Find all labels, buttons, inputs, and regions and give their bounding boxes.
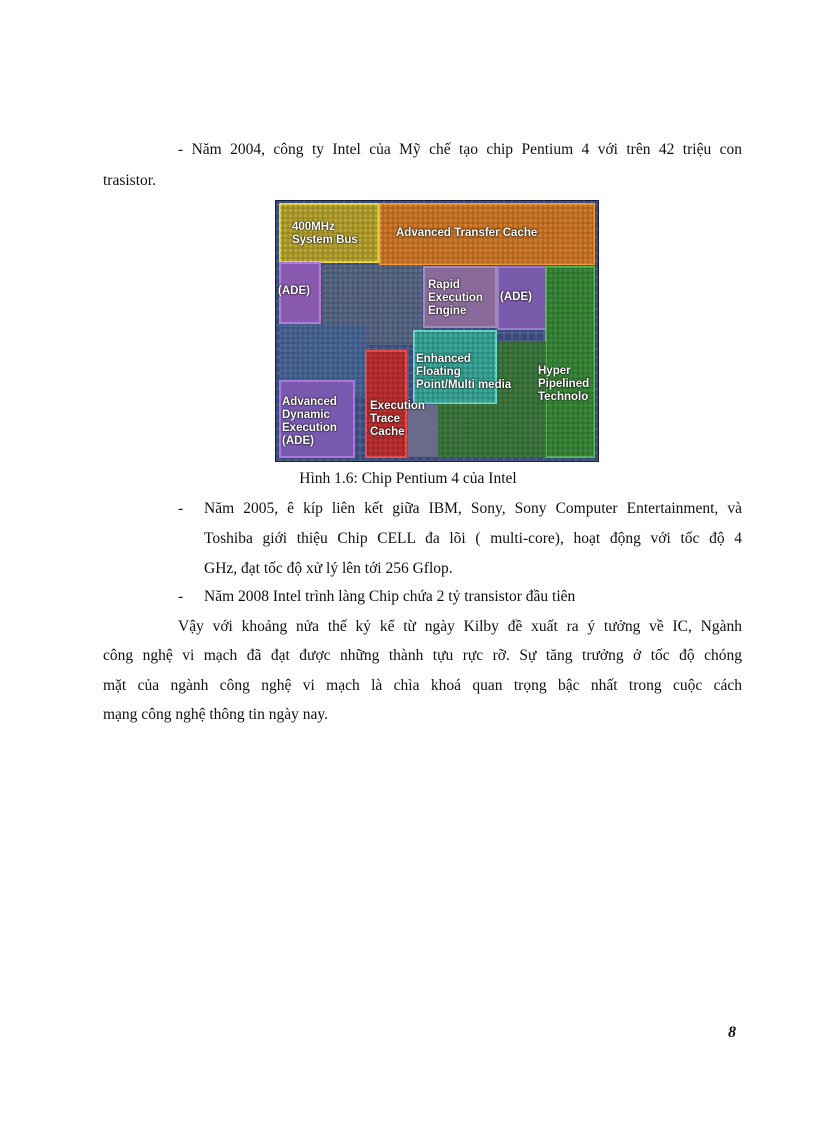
label-hyper-pipelined: Hyper Pipelined Technolo	[538, 365, 590, 403]
page-number: 8	[728, 1024, 736, 1041]
conclusion-line4: mạng công nghệ thông tin ngày nay.	[103, 706, 328, 723]
conclusion-line3: mặt của ngành công nghệ vi mạch là chìa khoá quan trọng bậc nhất trong cuộc cách	[103, 677, 742, 694]
bullet-1-line2: Toshiba giới thiệu Chip CELL đa lõi ( multi-core), hoạt động với tốc độ 4	[204, 530, 742, 547]
conclusion-line2: công nghệ vi mạch đã đạt được những thành tựu rực rỡ. Sự tăng trưởng ở tốc độ chóng	[103, 647, 742, 664]
label-floating-point: Enhanced Floating Point/Multi media	[416, 353, 512, 391]
label-ade-left: (ADE)	[278, 285, 310, 297]
paragraph-intro-line2: trasistor.	[103, 172, 156, 189]
bullet-1-line1: Năm 2005, ê kíp liên kết giữa IBM, Sony, Sony Computer Entertainment, và	[204, 500, 742, 517]
label-system-bus: 400MHz System Bus	[292, 221, 358, 246]
bullet-2-line1: Năm 2008 Intel trình làng Chip chứa 2 tỷ transistor đầu tiên	[204, 588, 576, 605]
label-trace-cache: Execution Trace Cache	[370, 400, 425, 438]
bullet-1-line3: GHz, đạt tốc độ xử lý lên tới 256 Gflop.	[204, 560, 453, 577]
pentium4-die-image	[275, 200, 599, 462]
label-transfer-cache: Advanced Transfer Cache	[396, 227, 538, 239]
label-ade-bottom: Advanced Dynamic Execution (ADE)	[282, 396, 337, 447]
bullet-dash-1: -	[178, 500, 184, 517]
label-ade-right: (ADE)	[500, 291, 532, 303]
label-rapid-engine: Rapid Execution Engine	[428, 279, 483, 317]
bullet-dash-2: -	[178, 588, 184, 605]
figure-caption: Hình 1.6: Chip Pentium 4 của Intel	[299, 470, 517, 487]
paragraph-intro-line1: - Năm 2004, công ty Intel của Mỹ chế tạo chip Pentium 4 với trên 42 triệu con	[178, 141, 742, 158]
conclusion-line1: Vậy với khoảng nửa thế kỷ kể từ ngày Kilby đề xuất ra ý tưởng về IC, Ngành	[178, 618, 742, 635]
